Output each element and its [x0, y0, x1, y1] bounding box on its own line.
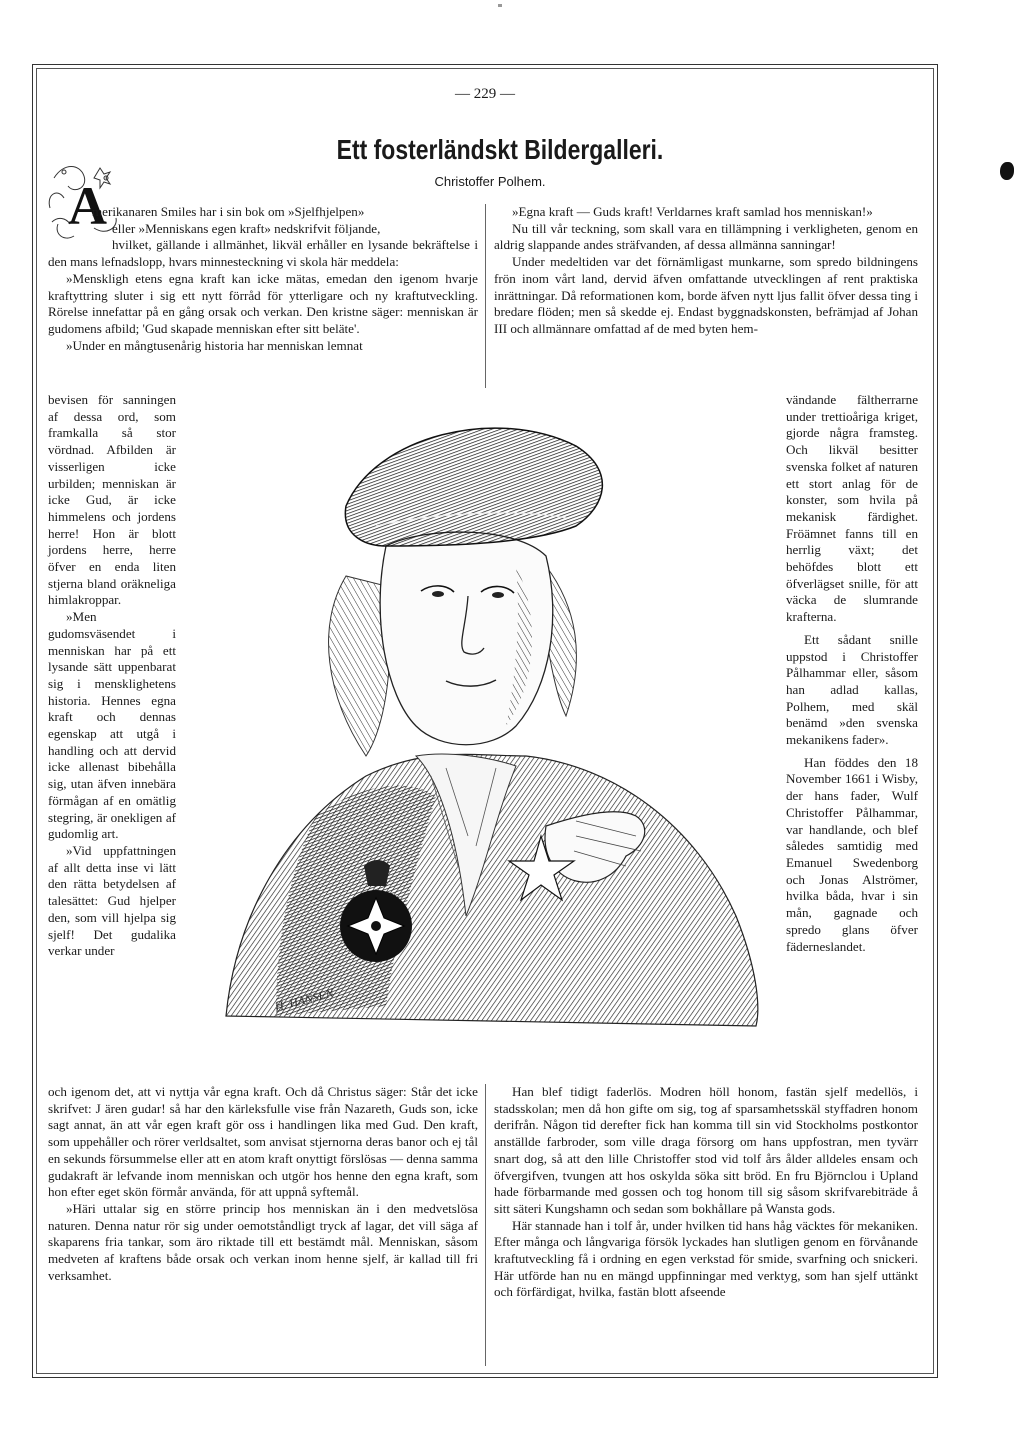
right-wrap-column	[786, 392, 918, 955]
right-bottom-paragraph-1: Han blef tidigt faderlös. Modren höll honom, fastän sjelf medellös, i stadsskolan; men då hon gifte om sig, tog af sparsamhetsskäl styffadren honom derifrån. Någon tid derefter fick han komma till sin vid Stockholms postkontor anställde farbroder, som ville draga försorg om hans uppfostran, men tyvärr snart dog, så att den lille Christoffer stod vid tolf års ålder alldeles ensam och öfvergifven, tvungen att hos oskylda söka sitt bröd. En fru Björnclou i Upland hade förbarmande med gossen och tog honom till sig såsom skrifvarebiträde å sitt säteri Kungshamn och sedan som bokhållare på Wansta gods.	[494, 1084, 918, 1216]
ink-blot	[1000, 162, 1014, 180]
portrait-engraving	[196, 396, 778, 1036]
right-bottom-paragraph-2: Här stannade han i tolf år, under hvilken tid hans håg väcktes för mekaniken. Efter många och långvariga försök lyckades han slutligen genom en förvånande kraftutveckling få i ordning en egen verkstad för smide, svarfning och snickeri. Här utförde han nu en mängd uppfinningar med verktyg, som han sjelf uttänkt och förfärdigat, hvilka, fastän blott afseende	[494, 1217, 918, 1300]
intro-line-2: eller »Menniskans egen kraft» nedskrifvit följande,	[112, 220, 381, 236]
right-wrap-paragraph-2: Ett sådant snille uppstod i Christoffer Pålhammar eller, såsom han adlad kallas, Polhem, med skäl benämd »den svenska mekanikens fader».	[786, 631, 918, 748]
left-wrap-paragraph-1: bevisen för sanningen af dessa ord, som framkalla så stor vördnad. Afbilden är visserligen icke urbilden; menniskan är icke Gud, är icke himmelens och jordens herre! Hon är blott jordens herre, herre öfver en enda liten stjerna bland oräkneliga himlakroppar.	[48, 392, 176, 608]
quote-paragraph-1: »Menskligh etens egna kraft kan icke mätas, emedan den igenom hvarje kraftyttring sluter i sig ett nytt förråd för ytterligare och ny kraftutveckling. Rörelse innefattar på en gång orsak och verkan. Den kristne säger: menniskan är gudomens afbild; 'Gud skapade menniskan efter sitt beläte'.	[48, 270, 478, 336]
right-column-top	[494, 204, 918, 338]
column-divider-top	[485, 204, 486, 388]
engraver-signature: H. HANSEN	[273, 985, 335, 1014]
quote-paragraph-2-start: »Under en mångtusenårig historia har menniskan lemnat	[66, 337, 363, 353]
right-wrap-paragraph-3: Han föddes den 18 November 1661 i Wisby, der hans fader, Wulf Christoffer Pålhammar, var handlande, och blef således samtidig med Emanuel Swedenborg och Jonas Alströmer, hvilka båda, hvar i sin mån, gagnade och spredo glans öfver fäderneslandet.	[786, 754, 918, 954]
portrait-engraving-icon	[196, 396, 778, 1036]
article-subtitle: Christoffer Polhem.	[434, 174, 546, 189]
right-wrap-paragraph-1: vändande fältherrarne under trettioåriga kriget, gjorde några framsteg. Och likväl besitter svenska folket af naturen ett stort anlag för de konster, som hvila på mekanisk färdighet. Fröämnet fanns till en herrlig växt; det behöfdes blott ett öfverlägset snille, för att väcka de slumrande krafterna.	[786, 392, 918, 625]
right-top-paragraph-3: Under medeltiden var det förnämligast munkarne, som spredo bildningens frön inom vårt land, dervid äfven omfattande utvecklingen af rent praktiska inrättningar. Då reformationen kom, borde äfven nytt ljus fallit öfver dessa ting i bredare flöden; men så skedde ej. Endast byggnadskonsten, befrämjad af Johan III och allmännare omfattad af de med byten hem-	[494, 254, 918, 336]
ink-speck	[498, 4, 502, 7]
left-wrap-paragraph-2: »Men gudomsväsendet i menniskan har på ett lysande sätt uppenbarat sig i mensklighetens historia. Hennes egna kraft och dennas egenskap att utgå i handling och att dervid icke allenast bibehålla sig, utan äfven innebära förmågan af en omätlig stegring, är onekligen af gudomlig art.	[48, 609, 176, 842]
left-wrap-paragraph-3: »Vid uppfattningen af allt detta inse vi lätt den rätta betydelsen af talesättet: Gud hjelper den, som vill hjelpa sig sjelf! Det gudalika verkar under	[48, 842, 176, 959]
article-title: Ett fosterländskt Bildergalleri.	[336, 134, 664, 165]
left-column-bottom	[48, 1084, 478, 1284]
intro-line-1: merikanaren Smiles har i sin bok om »Sjelfhjelpen»	[92, 204, 365, 219]
left-bottom-paragraph-1: och igenom det, att vi nyttja vår egna kraft. Och då Christus säger: Står det icke skrifvet: J ären gudar! så har den kärleksfulle vise från Nazareth, Guds son, icke sagt annat, än att vår egen kraft gör oss i handlingen lika med Gud. Den kraft, som uppehåller och rörer verldsaltet, som anvisat stjernorna deras banor och ej tål en sekunds försummelse eller att en atom kraft onyttigt förslösas — denna samma gudakraft är lefvande inom menniskan och utgör hos henne den egna kraft, som hon efter eget skön förmår använda, för att uppnå syftemål.	[48, 1084, 478, 1200]
right-top-paragraph-1: »Egna kraft — Guds kraft! Verldarnes kraft samlad hos menniskan!»	[512, 204, 873, 219]
dropcap-letter: A	[68, 176, 107, 236]
column-divider-bottom	[485, 1084, 486, 1366]
left-bottom-paragraph-2: »Häri uttalar sig en större princip hos menniskan än i den medvetslösa naturen. Denna natur rör sig under oemotståndligt tryck af lagar, det vill säga af skaparens fria tankar, som äro riktade till ett bestämdt mål. Menniskan, såsom medveten af kraftens både orsak och verkan inom henne sjelf, är kallad till fri verksamhet.	[48, 1200, 478, 1283]
intro-paragraph: hvilket, gällande i allmänhet, likväl erhåller en lysande bekräftelse i den mans lefnadslopp, hvars minnesteckning vi skola här meddela:	[48, 237, 478, 270]
left-column-top	[48, 204, 478, 354]
right-column-bottom	[494, 1084, 918, 1301]
left-wrap-column	[48, 392, 176, 960]
right-top-paragraph-2: Nu till vår teckning, som skall vara en tillämpning i verkligheten, genom en aldrig slappande andes sträfvanden, af dessa allmänna sanningar!	[494, 220, 918, 253]
page-number: — 229 —	[455, 86, 515, 102]
